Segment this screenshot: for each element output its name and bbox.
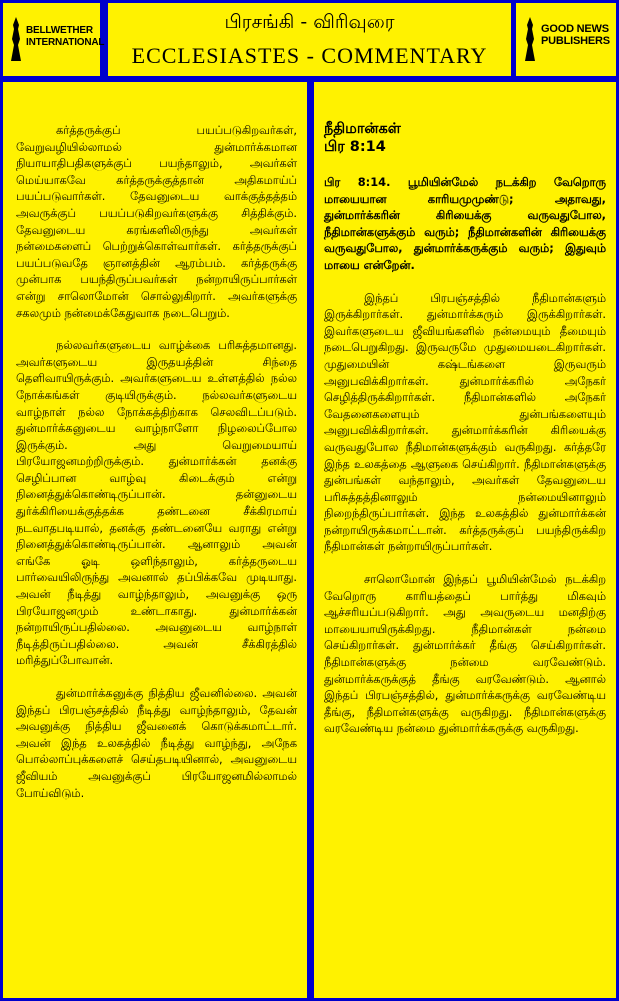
left-logo-name: BELLWETHER INTERNATIONAL: [26, 25, 105, 48]
left-paragraph-3: துன்மார்க்கனுக்கு நித்திய ஜீவனில்லை. அவன் இந்தப் பிரபஞ்சத்தில் நீடித்து வாழ்ந்தாலும், தேவன் அவனுக்கு நித்திய ஜீவனைக் கொடுக்கமாட்டார். அவன் இந்த உலகத்தில் நீடித்து வாழ்ந்து, அநேக பொல்லாப்புக்களைச் செய்தபடியினால், அவனுடைய ஜீவியம் அவனுக்குப் பிரயோஜனமில்லாமல் போய்விடும்.: [16, 686, 297, 800]
right-paragraph-2: சாலொமோன் இந்தப் பூமியின்மேல் நடக்கிற வேறொரு காரியத்தைப் பார்த்து மிகவும் ஆச்சரியப்படுகிறார். அது அவருடைய மனதிற்கு மாயையாயிருக்கிறது. நீதிமான்கள் நன்மை செய்கிறார்கள். துன்மார்க்கர் தீங்கு செய்கிறார்கள். நீதிமான்களுக்கு நன்மை வரவேண்டும். துன்மார்க்கருக்குத் தீங்கு வரவேண்டும். ஆனால் இந்தப் பிரபஞ்சத்தில், துன்மார்க்கருக்கு வரவேண்டிய தீங்கு, நீதிமான்களுக்கு வருகிறது. நீதிமான்களுக்கு வரவேண்டிய நன்மை துன்மார்க்கருக்கு வருகிறது.: [324, 572, 606, 736]
right-column: [314, 82, 616, 998]
good-news-icon: [522, 15, 538, 63]
left-column: [3, 82, 307, 998]
left-logo-box: [3, 3, 105, 76]
title-english: ECCLESIASTES - COMMENTARY: [131, 43, 488, 68]
right-logo-box: [516, 3, 616, 76]
section-reference: பிர 8:14: [324, 139, 386, 155]
verse-text: பிர 8:14. பூமியின்மேல் நடக்கிற வேறொரு மாயையான காரியமுமுண்டு; அதாவது, துன்மார்க்கரின் கிரியைக்கு வருவதுபோல, நீதிமான்களுக்கும் வரும்; நீதிமான்களின் கிரியைக்கு வருவதுபோல, துன்மார்க்கருக்கும் வரும்; இதுவும் மாயை என்றேன்.: [324, 175, 606, 272]
good-news-logo: [519, 9, 613, 69]
left-paragraph-2: நல்லவர்களுடைய வாழ்க்கை பரிசுத்தமானது. அவர்களுடைய இருதயத்தின் சிந்தை தெளிவாயிருக்கும். அவர்களுடைய உள்ளத்தில் நல்ல நோக்கங்கள் குடியிருக்கும். நல்லவர்களுடைய வாழ்நாள் நல்ல நோக்கத்திற்காக செலவிடப்படும். துன்மார்க்கனுடைய வாழ்நாளோ நிழலைப்போல இருக்கும். அது வெறுமையாய் பிரயோஜனமற்றிருக்கும். துன்மார்க்கன் தனக்கு செழிப்பான வாழ்வு கிடைக்கும் என்று நினைத்துக்கொண்டிருப்பான். தன்னுடைய துர்க்கிரியைக்குத்தக்க தண்டனை சீக்கிரமாய் நடவாதபடியால், தனக்கு தண்டனையே வராது என்று நினைத்துக்கொண்டிருப்பான். ஆனாலும் அவன் எங்கே ஓடி ஒளிந்தாலும், கர்த்தருடைய பார்வையிலிருந்து அவனால் தப்பிக்கவே முடியாது. அவன் நீடித்து வாழ்ந்தாலும், அவனுக்கு ஒரு பிரயோஜனமும் உண்டாகாது. துன்மார்க்கன் நன்றாயிருப்பதில்லை. அவனுடைய வாழ்நாள் நீடித்திருப்பதில்லை. அவன் சீக்கிரத்தில் மரித்துப்போவான்.: [16, 338, 297, 668]
bellwether-icon: [8, 15, 24, 63]
bellwether-logo: [6, 9, 105, 69]
right-paragraph-1: இந்தப் பிரபஞ்சத்தில் நீதிமான்களும் இருக்கிறார்கள். துன்மார்க்கரும் இருக்கிறார்கள். இவர்களுடைய ஜீவியங்களில் நன்மையும் தீமையும் நடைபெறுகிறது. இருவருமே முதுமையடைகிறார்கள். முதுமையின் கஷ்டங்களை இருவரும் அனுபவிக்கிறார்கள். துன்மார்க்கரில் அநேகர் செழித்திருக்கிறார்கள். நீதிமான்களில் அநேகர் வேதனைகளையும் துன்பங்களையும் அனுபவிக்கிறார்கள். துன்மார்க்கரின் கிரியைக்கு வருவதுபோல நீதிமான்களுக்கும் வருகிறது. கர்த்தரே இந்த உலகத்தை ஆளுகை செய்கிறார். நீதிமான்களுக்கு துன்பங்கள் வந்தாலும், அவர்கள் தேவனுடைய பரிசுத்தத்தினாலும் நன்மையினாலும் நிறைந்திருப்பார்கள். இந்த உலகத்தில் துன்மார்க்கன் நன்றாயிருக்கமாட்டான். கர்த்தருக்குப் பயந்திருக்கிற நீதிமான்கள் நன்றாயிருப்பார்கள்.: [324, 290, 606, 554]
title-box: [108, 3, 511, 76]
section-title: நீதிமான்கள்: [324, 121, 401, 137]
left-paragraph-1: கர்த்தருக்குப் பயப்படுகிறவர்கள், வேறுவழியில்லாமல் துன்மார்க்கமான நியாயாதிபதிகளுக்குப் பயந்தாலும், அவர்கள் மெய்யாகவே கர்த்தருக்குத்தான் அதிகமாய்ப் பயப்படுவார்கள். தேவனுடைய வாக்குத்தத்தம் அவருக்குப் பயப்படுகிறவர்களுக்கு சித்திக்கும். தேவனுடைய கரங்களிலிருந்து அவர்கள் நன்மைகளைப் பெற்றுக்கொள்வார்கள். கர்த்தருக்குப் பயப்படுவதே ஞானத்தின் ஆரம்பம். கர்த்தருக்கு முன்பாக பயந்திருப்பவர்கள் நன்றாயிருப்பார்கள் என்று சாலொமோன் சொல்லுகிறார். அவர்களுக்கு சகலமும் நன்மைக்கேதுவாக நடைபெறும்.: [16, 123, 297, 320]
right-logo-name: GOOD NEWS PUBLISHERS: [541, 23, 610, 47]
title-tamil: பிரசங்கி - விரிவுரை: [224, 11, 395, 33]
